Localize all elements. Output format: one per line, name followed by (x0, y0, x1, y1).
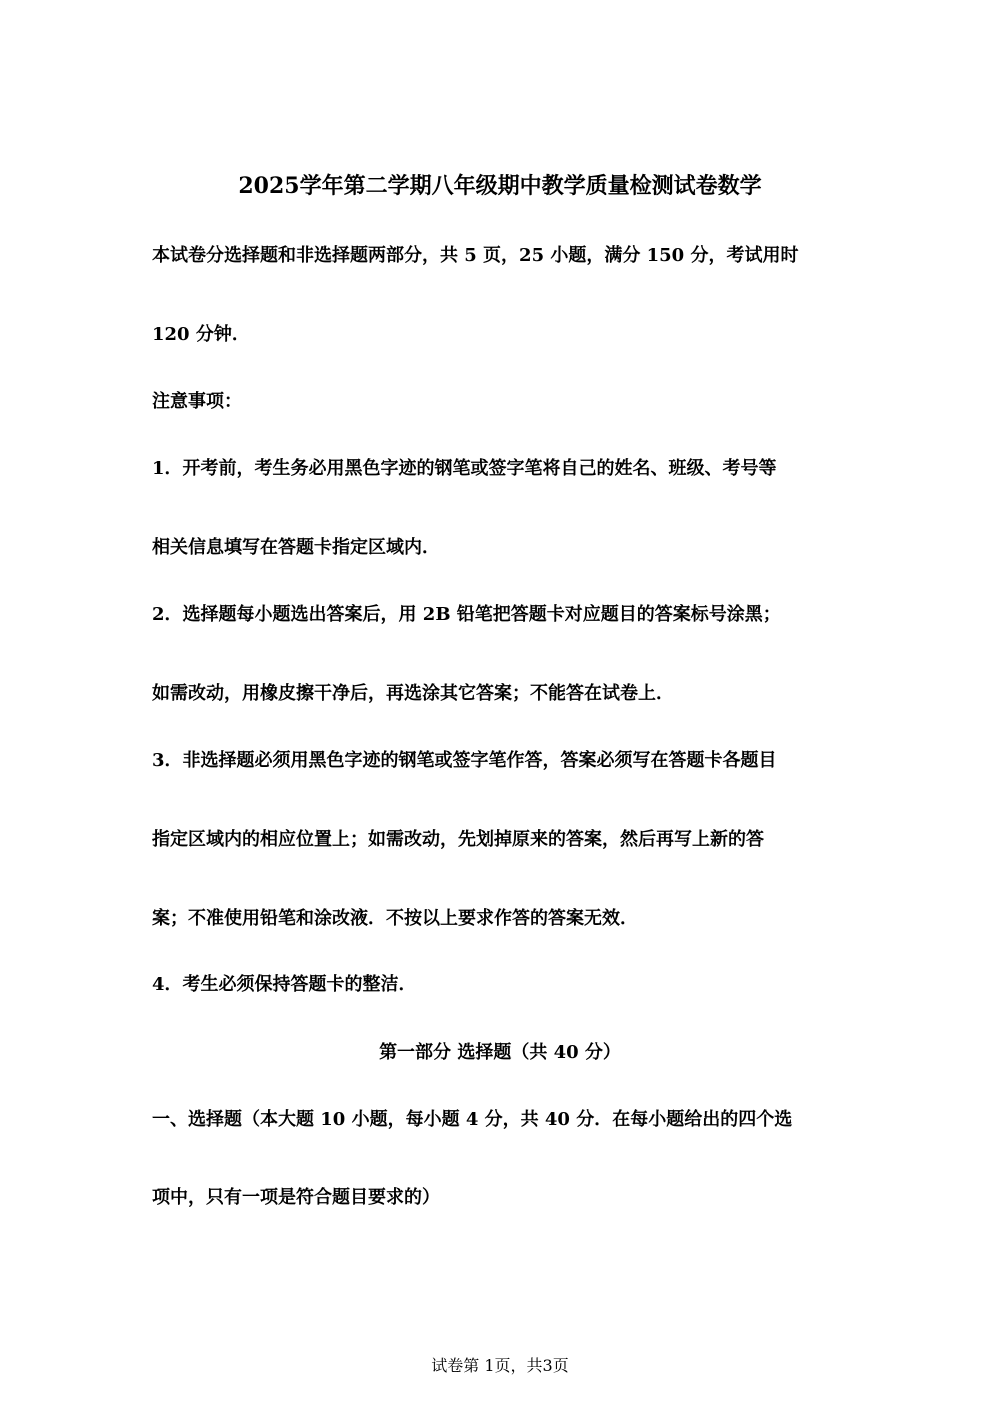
intro-line-2: 120 分钟． (152, 324, 250, 345)
note-4-line-1: 4．考生必须保持答题卡的整洁． (152, 974, 417, 995)
note-3-line-2: 指定区域内的相应位置上；如需改动，先划掉原来的答案，然后再写上新的答 (152, 829, 764, 850)
part-1-heading: 第一部分 选择题（共 40 分） (379, 1042, 621, 1063)
note-3-line-3: 案；不准使用铅笔和涂改液．不按以上要求作答的答案无效． (152, 908, 638, 929)
note-2-line-2: 如需改动，用橡皮擦干净后，再选涂其它答案；不能答在试卷上． (152, 683, 674, 704)
note-2-line-1: 2．选择题每小题选出答案后，用 2B 铅笔把答题卡对应题目的答案标号涂黑； (152, 604, 781, 625)
section-1-line-2: 项中，只有一项是符合题目要求的） (152, 1187, 440, 1208)
intro-line-1: 本试卷分选择题和非选择题两部分，共 5 页，25 小题，满分 150 分，考试用时 (152, 245, 799, 266)
section-1-line-1: 一、选择题（本大题 10 小题，每小题 4 分，共 40 分．在每小题给出的四个选 (152, 1109, 793, 1130)
page-footer: 试卷第 1页，共3页 (431, 1356, 569, 1375)
exam-title: 2025学年第二学期八年级期中教学质量检测试卷数学 (238, 173, 762, 199)
note-3-line-1: 3．非选择题必须用黑色字迹的钢笔或签字笔作答，答案必须写在答题卡各题目 (152, 750, 777, 771)
note-1-line-1: 1．开考前，考生务必用黑色字迹的钢笔或签字笔将自己的姓名、班级、考号等 (152, 458, 777, 479)
notes-heading: 注意事项： (152, 391, 242, 412)
note-1-line-2: 相关信息填写在答题卡指定区域内． (152, 537, 440, 558)
